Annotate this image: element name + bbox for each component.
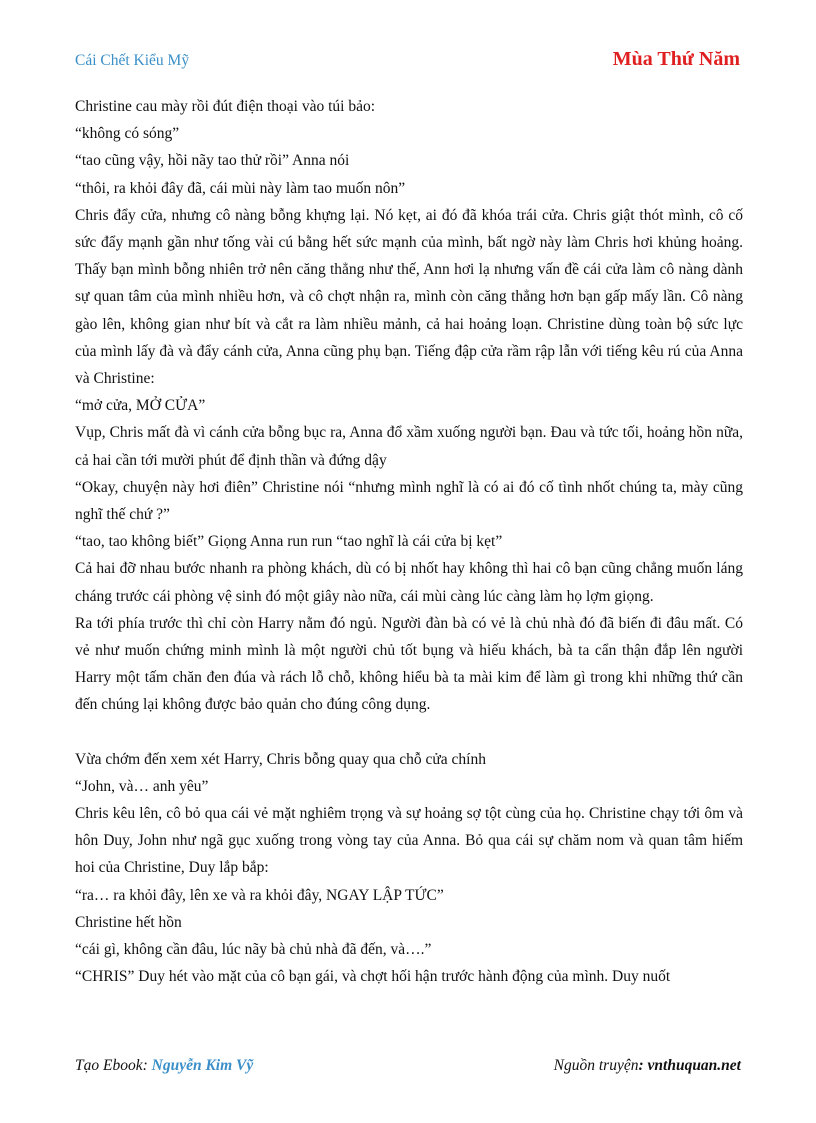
paragraph: Christine cau mày rồi đút điện thoại vào túi bảo:	[75, 98, 376, 115]
paragraph: Cả hai đỡ nhau bước nhanh ra phòng khách, dù có bị nhốt hay không thì hai cô bạn cũng chẳng muốn láng cháng trước cái phòng vệ sinh đó một giây nào nữa, cái mùi càng lúc càng làm họ lợm giọng.	[75, 560, 743, 605]
header-chapter-title: Mùa Thứ Năm	[612, 48, 740, 70]
paragraph: “ra… ra khỏi đây, lên xe và ra khỏi đây, NGAY LẬP TỨC”	[75, 886, 444, 904]
paragraph: “tao cũng vậy, hồi nãy tao thử rồi” Anna nói	[75, 152, 350, 170]
footer-source-site: vnthuquan.net	[647, 1057, 741, 1074]
page-footer	[75, 1057, 741, 1075]
header-book-title: Cái Chết Kiểu Mỹ	[75, 52, 190, 69]
footer-ebook-name: Nguyễn Kim Vỹ	[151, 1057, 254, 1074]
paragraph: Ra tới phía trước thì chỉ còn Harry nằm đó ngủ. Người đàn bà có vẻ là chủ nhà đó đã biến đi đâu mất. Có vẻ như muốn chứng minh mình là một người chủ tốt bụng và hiếu khách, bà ta cẩn thận đắp lên người Harry một tấm chăn đen đúa và rách lỗ chỗ, không hiểu bà ta mài kim để làm gì trong khi những thứ cần đến chúng lại không được bảo quản cho đúng công dụng.	[75, 614, 743, 714]
paragraph: “không có sóng”	[75, 125, 180, 143]
paragraph: “mở cửa, MỞ CỬA”	[75, 397, 206, 415]
paragraph: Chris đẩy cửa, nhưng cô nàng bỗng khựng lại. Nó kẹt, ai đó đã khóa trái cửa. Chris giật thót mình, cô cố sức đẩy mạnh gần như tống vài cú bằng hết sức mạnh của mình, bất ngờ này làm Chris hơi khủng hoảng. Thấy bạn mình bỗng nhiên trở nên căng thẳng như thế, Ann hơi lạ nhưng vấn đề cái cửa làm cô nàng dành sự quan tâm của mình nhiều hơn, và cô chợt nhận ra, mình còn căng thẳng hơn bạn gấp mấy lần. Cô nàng gào lên, không gian như bít và cắt ra làm nhiều mảnh, cả hai hoảng loạn. Christine dùng toàn bộ sức lực của mình lấy đà và đẩy cánh cửa, Anna cũng phụ bạn. Tiếng đập cửa rầm rập lẫn với tiếng kêu rú của Anna và Christine:	[75, 206, 743, 388]
paragraph: “tao, tao không biết” Giọng Anna run run “tao nghĩ là cái cửa bị kẹt”	[75, 533, 503, 551]
footer-ebook-label: Tạo Ebook	[75, 1057, 143, 1074]
paragraph: “thôi, ra khỏi đây đã, cái mùi này làm tao muốn nôn”	[75, 179, 406, 197]
footer-source-credit: Nguồn truyện: vnthuquan.net	[553, 1057, 741, 1074]
paragraph: Christine hết hồn	[75, 913, 182, 931]
paragraph: Vụp, Chris mất đà vì cánh cửa bỗng bục ra, Anna đổ xầm xuống người bạn. Đau và tức tối, hoảng hồn nữa, cả hai cần tới mười phút để định thần và đứng dậy	[75, 424, 743, 469]
paragraph: “John, và… anh yêu”	[75, 777, 209, 795]
footer-source-label: Nguồn truyện	[553, 1057, 639, 1074]
paragraph: Vừa chớm đến xem xét Harry, Chris bỗng quay qua chỗ cửa chính	[75, 750, 486, 768]
footer-ebook-credit: Tạo Ebook: Nguyễn Kim Vỹ	[75, 1057, 254, 1074]
paragraph: “Okay, chuyện này hơi điên” Christine nói “nhưng mình nghĩ là có ai đó cố tình nhốt chúng ta, mày cũng nghĩ thế chứ ?”	[75, 478, 743, 524]
paragraph: Chris kêu lên, cô bỏ qua cái vẻ mặt nghiêm trọng và sự hoảng sợ tột cùng của họ. Christine chạy tới ôm và hôn Duy, John như ngã gục xuống trong vòng tay của Anna. Bỏ qua cái sự chăm nom và quan tâm hiếm hoi của Christine, Duy lắp bắp:	[75, 805, 743, 877]
story-body	[75, 93, 743, 991]
paragraph: “cái gì, không cần đâu, lúc nãy bà chủ nhà đã đến, và….”	[75, 941, 432, 959]
paragraph: “CHRIS” Duy hét vào mặt của cô bạn gái, và chợt hối hận trước hành động của mình. Duy nuốt	[75, 968, 671, 986]
